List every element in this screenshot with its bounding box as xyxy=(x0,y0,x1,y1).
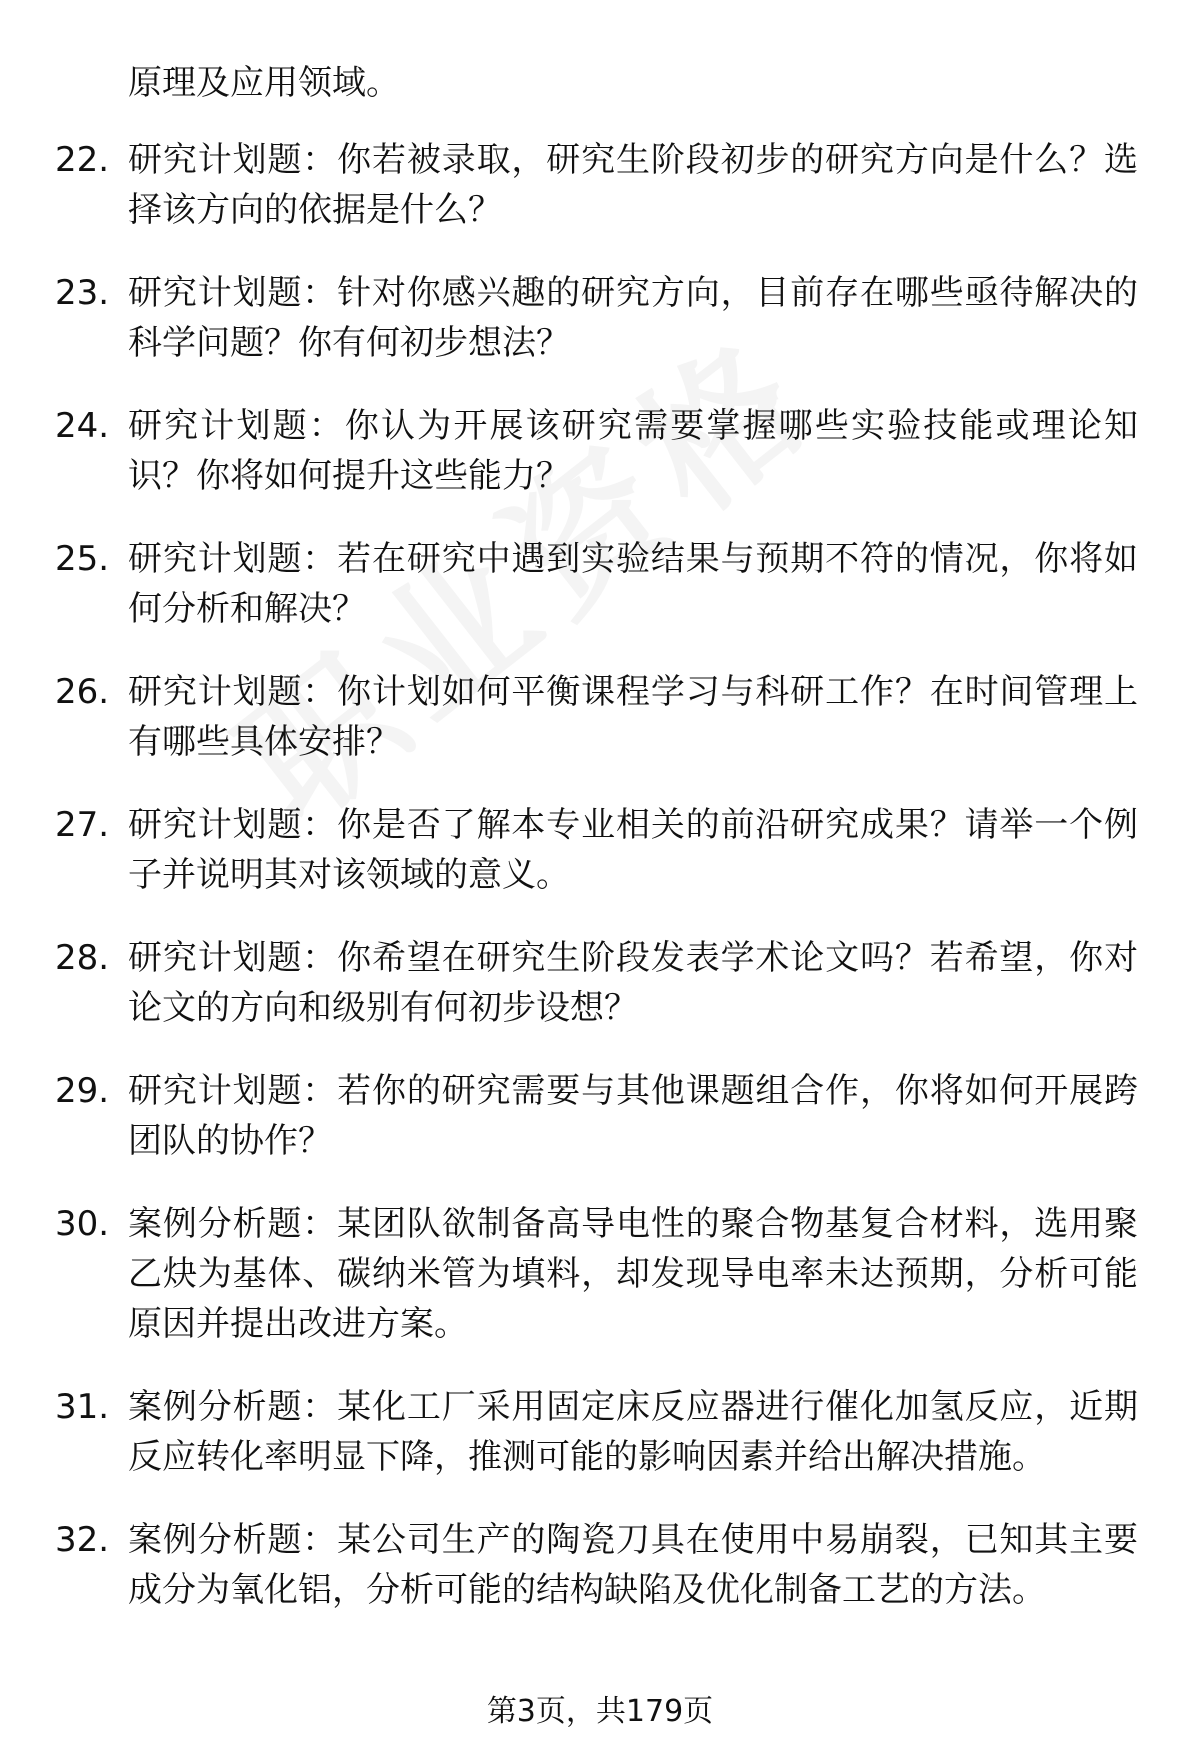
question-number: 32. xyxy=(55,1520,110,1560)
question-text: 研究计划题：你认为开展该研究需要掌握哪些实验技能或理论知识？你将如何提升这些能力？ xyxy=(128,406,1138,496)
question-text: 研究计划题：你若被录取，研究生阶段初步的研究方向是什么？选择该方向的依据是什么？ xyxy=(128,140,1138,230)
question-item xyxy=(0,1199,1200,1349)
question-item xyxy=(0,933,1200,1033)
question-text: 案例分析题：某公司生产的陶瓷刀具在使用中易崩裂，已知其主要成分为氧化铝，分析可能的结构缺陷及优化制备工艺的方法。 xyxy=(128,1520,1138,1610)
question-text: 研究计划题：针对你感兴趣的研究方向，目前存在哪些亟待解决的科学问题？你有何初步想法？ xyxy=(128,273,1138,363)
question-number: 24. xyxy=(55,406,110,446)
question-item xyxy=(0,667,1200,767)
question-item xyxy=(0,1066,1200,1166)
question-item xyxy=(0,401,1200,501)
question-number: 27. xyxy=(55,805,110,845)
question-number: 23. xyxy=(55,273,110,313)
question-number: 29. xyxy=(55,1071,110,1111)
question-item xyxy=(0,1382,1200,1482)
question-number: 31. xyxy=(55,1387,110,1427)
question-item xyxy=(0,800,1200,900)
question-number: 28. xyxy=(55,938,110,978)
question-number: 26. xyxy=(55,672,110,712)
question-text: 研究计划题：你希望在研究生阶段发表学术论文吗？若希望，你对论文的方向和级别有何初步设想？ xyxy=(128,938,1138,1028)
question-text: 研究计划题：你是否了解本专业相关的前沿研究成果？请举一个例子并说明其对该领域的意义。 xyxy=(128,805,1138,895)
question-item xyxy=(0,268,1200,368)
question-item xyxy=(0,1515,1200,1615)
page-footer: 第3页，共179页 xyxy=(486,1694,714,1729)
question-text: 案例分析题：某化工厂采用固定床反应器进行催化加氢反应，近期反应转化率明显下降，推测可能的影响因素并给出解决措施。 xyxy=(128,1387,1138,1477)
question-text: 案例分析题：某团队欲制备高导电性的聚合物基复合材料，选用聚乙炔为基体、碳纳米管为填料，却发现导电率未达预期，分析可能原因并提出改进方案。 xyxy=(128,1204,1138,1344)
continuation-text: 原理及应用领域。 xyxy=(128,63,400,103)
question-item xyxy=(0,534,1200,634)
question-number: 30. xyxy=(55,1204,110,1244)
question-item xyxy=(0,135,1200,235)
question-number: 22. xyxy=(55,140,110,180)
question-list xyxy=(0,135,1200,1648)
question-text: 研究计划题：若在研究中遇到实验结果与预期不符的情况，你将如何分析和解决？ xyxy=(128,539,1138,629)
question-text: 研究计划题：你计划如何平衡课程学习与科研工作？在时间管理上有哪些具体安排？ xyxy=(128,672,1138,762)
question-number: 25. xyxy=(55,539,110,579)
question-text: 研究计划题：若你的研究需要与其他课题组合作，你将如何开展跨团队的协作？ xyxy=(128,1071,1138,1161)
